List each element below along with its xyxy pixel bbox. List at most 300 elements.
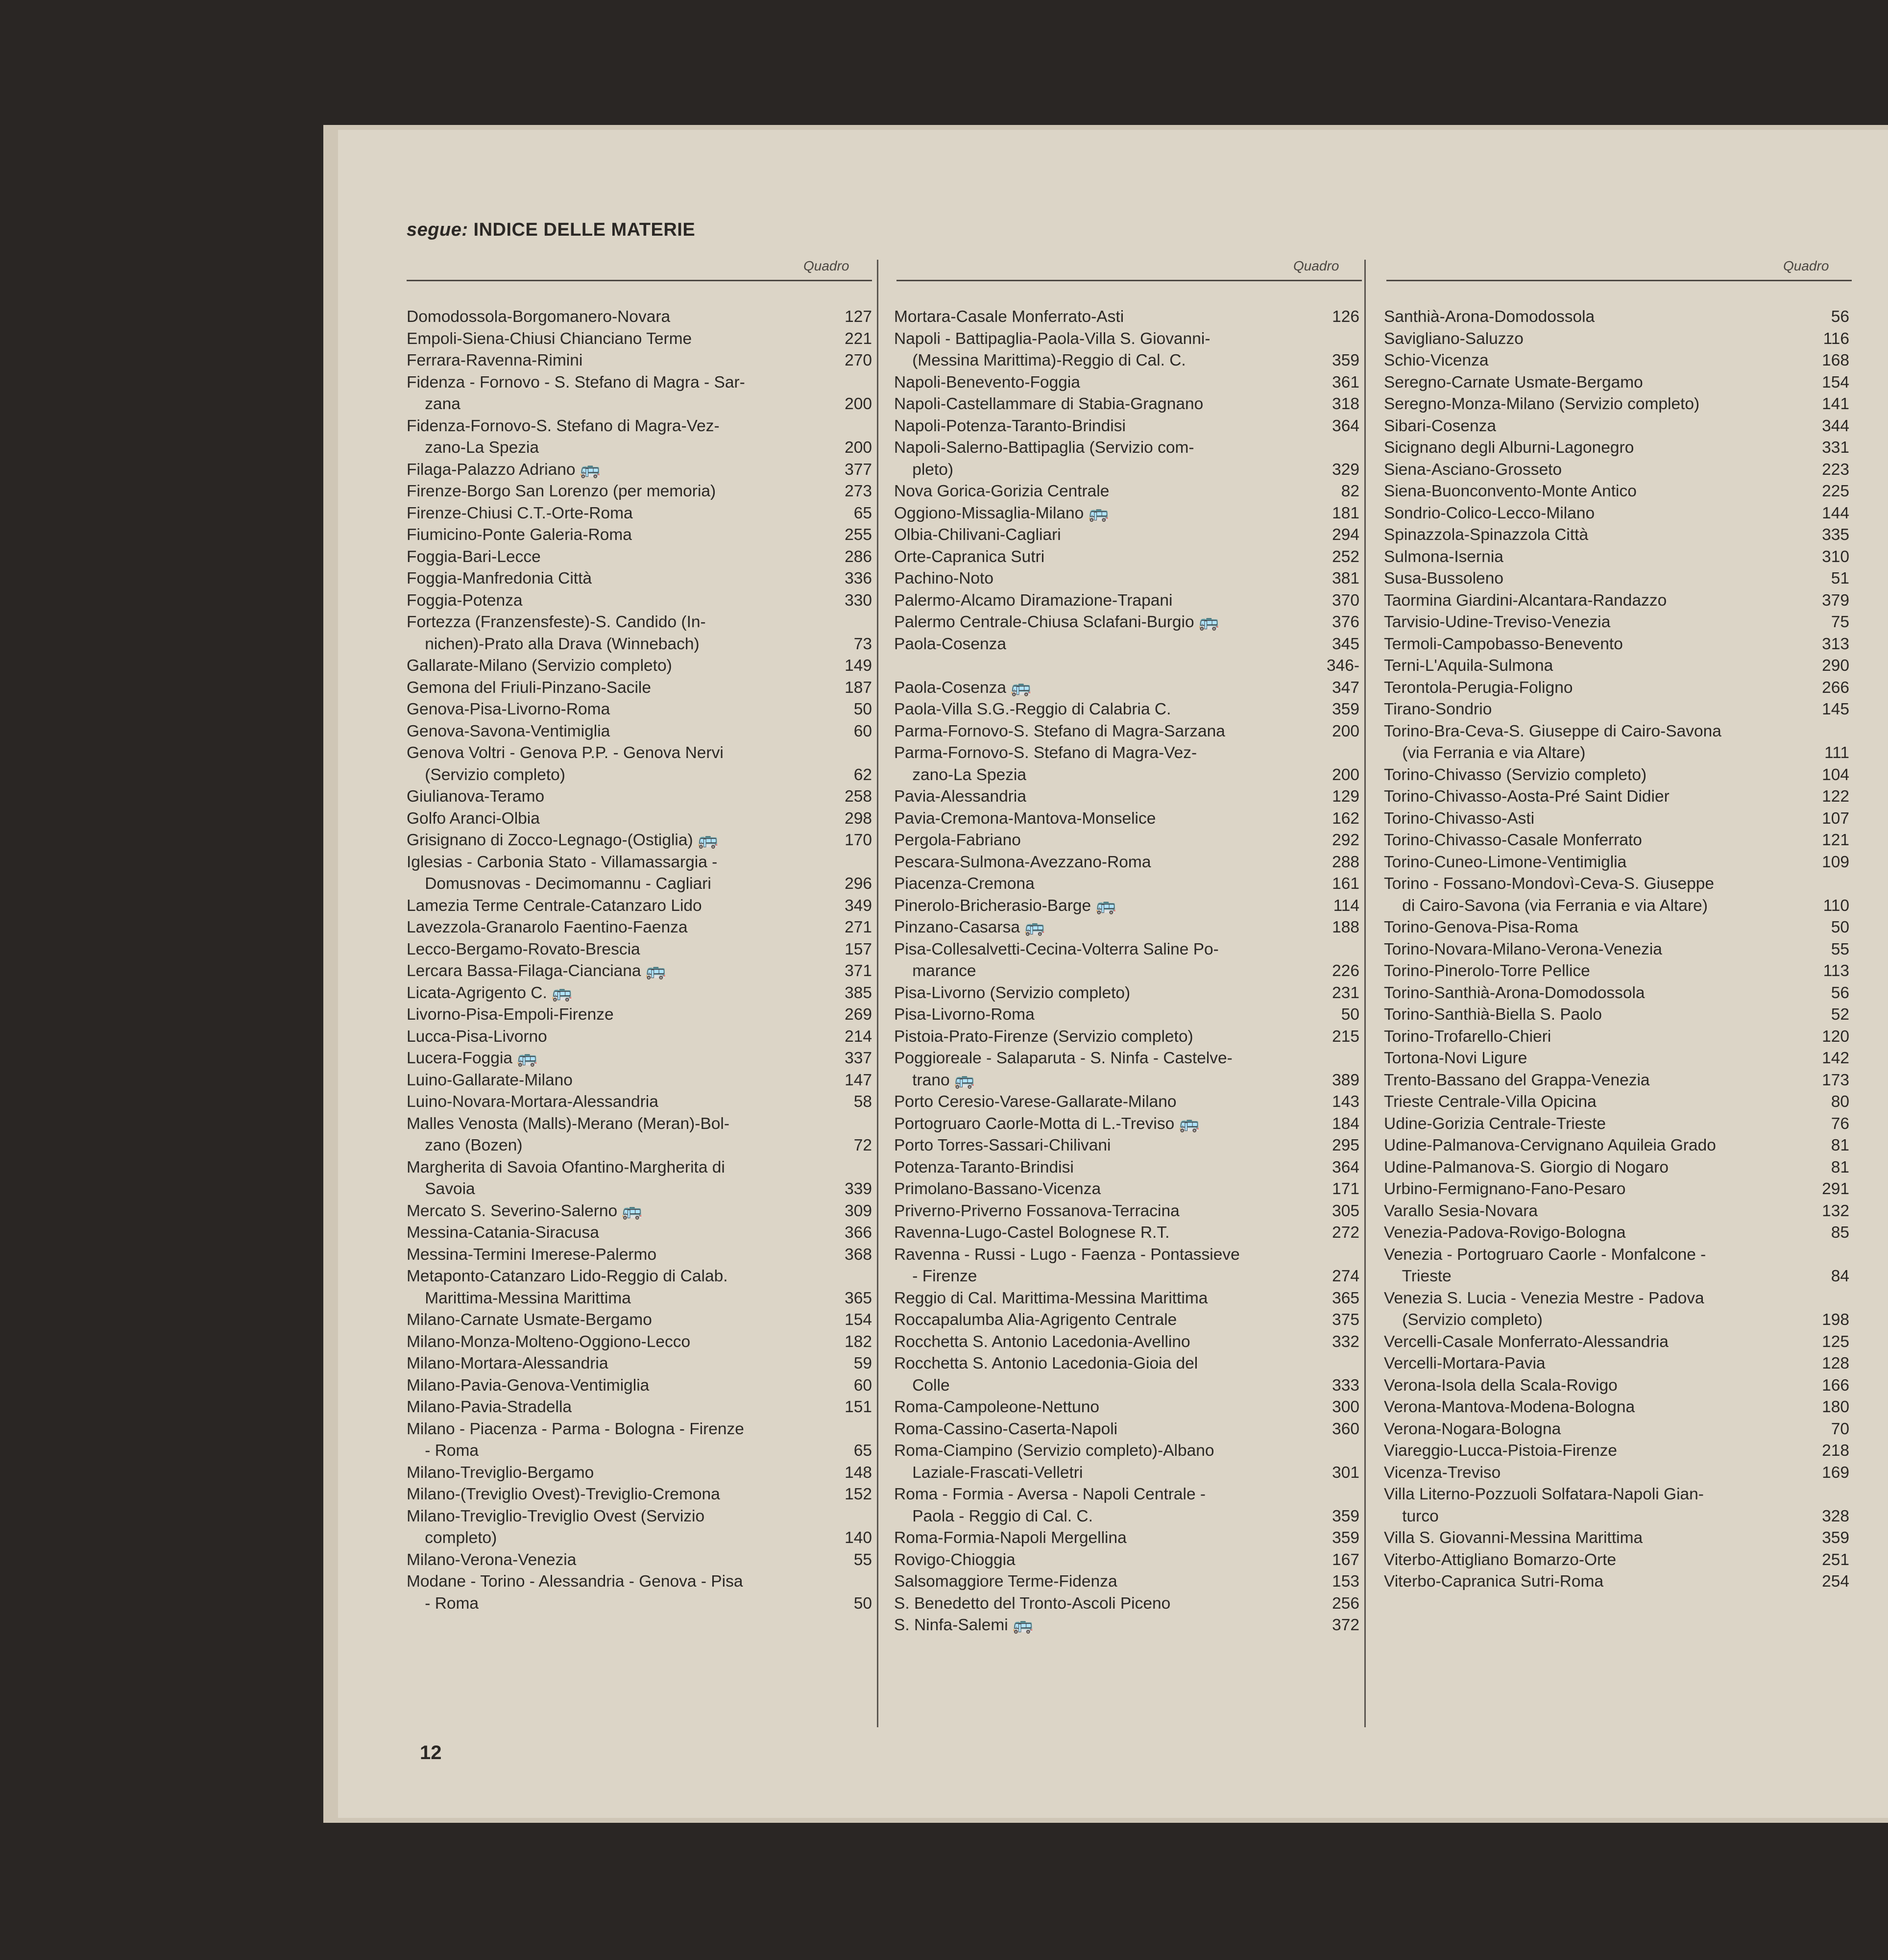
index-entry — [894, 1200, 1359, 1223]
entry-text: Torino-Chivasso-Aosta-Pré Saint Didier — [1384, 787, 1670, 806]
entry-text: Napoli-Benevento-Foggia — [894, 373, 1080, 392]
entry-quadro: 128 — [1822, 1354, 1849, 1372]
index-column-2 — [894, 306, 1359, 1637]
index-entry — [1384, 960, 1849, 982]
index-entry — [1384, 1157, 1849, 1179]
entry-quadro: 107 — [1822, 809, 1849, 828]
entry-text: Roma-Formia-Napoli Mergellina — [894, 1529, 1127, 1547]
index-entry — [1384, 1135, 1849, 1157]
index-entry — [894, 721, 1359, 743]
entry-quadro: 298 — [845, 809, 872, 828]
index-entry — [894, 1484, 1359, 1506]
index-entry — [1384, 1419, 1849, 1441]
entry-text: Domodossola-Borgomanero-Novara — [407, 308, 671, 326]
entry-text: Torino-Novara-Milano-Verona-Venezia — [1384, 940, 1662, 958]
index-entry — [407, 852, 872, 874]
entry-quadro: 270 — [845, 351, 872, 369]
entry-quadro: 339 — [845, 1180, 872, 1198]
entry-quadro: 256 — [1332, 1594, 1359, 1613]
entry-text: Seregno-Carnate Usmate-Bergamo — [1384, 373, 1643, 392]
index-entry — [894, 873, 1359, 895]
index-entry — [1384, 852, 1849, 874]
entry-text: Milano-Monza-Molteno-Oggiono-Lecco — [407, 1332, 691, 1351]
index-entry — [1384, 1571, 1849, 1593]
entry-text: Viareggio-Lucca-Pistoia-Firenze — [1384, 1442, 1618, 1460]
entry-quadro: 359 — [1332, 351, 1359, 369]
index-entry — [894, 764, 1359, 786]
entry-quadro: 252 — [1332, 547, 1359, 566]
index-entry — [1384, 939, 1849, 961]
index-entry — [894, 1353, 1359, 1375]
entry-text: Siena-Asciano-Grosseto — [1384, 460, 1562, 479]
page-number: 12 — [420, 1742, 442, 1764]
entry-text: Lamezia Terme Centrale-Catanzaro Lido — [407, 896, 702, 915]
entry-quadro: 144 — [1822, 504, 1849, 522]
index-entry — [407, 1462, 872, 1484]
header-title: INDICE DELLE MATERIE — [473, 220, 696, 240]
entry-quadro: 368 — [845, 1245, 872, 1264]
entry-quadro: 81 — [1831, 1158, 1849, 1176]
index-entry — [407, 960, 872, 982]
entry-text: Firenze-Chiusi C.T.-Orte-Roma — [407, 504, 633, 522]
entry-quadro: 365 — [845, 1289, 872, 1307]
index-entry — [1384, 721, 1849, 743]
entry-quadro: 335 — [1822, 526, 1849, 544]
index-entry — [894, 655, 1359, 699]
index-entry — [1384, 1004, 1849, 1026]
entry-text: Gallarate-Milano (Servizio completo) — [407, 657, 672, 675]
quadro-label-1: Quadro — [803, 258, 849, 273]
index-entry — [1384, 546, 1849, 568]
entry-quadro: 50 — [1341, 1005, 1359, 1024]
entry-text: Laziale-Frascati-Velletri — [894, 1463, 1083, 1482]
entry-text: Nova Gorica-Gorizia Centrale — [894, 482, 1110, 500]
entry-text: - Firenze — [894, 1267, 977, 1285]
entry-quadro: 110 — [1823, 896, 1849, 915]
entry-text: Margherita di Savoia Ofantino-Margherita di — [407, 1158, 725, 1176]
entry-quadro: 171 — [1332, 1180, 1359, 1198]
index-entry — [407, 1004, 872, 1026]
entry-text: Licata-Agrigento C. 🚌 — [407, 983, 572, 1002]
index-entry — [407, 939, 872, 961]
entry-text: (via Ferrania e via Altare) — [1384, 744, 1586, 762]
index-entry — [407, 612, 872, 634]
entry-quadro: 51 — [1831, 569, 1849, 588]
index-entry — [1384, 895, 1849, 917]
index-entry — [1384, 1396, 1849, 1419]
index-entry — [407, 437, 872, 459]
entry-quadro: 200 — [1332, 722, 1359, 740]
entry-text: Spinazzola-Spinazzola Città — [1384, 526, 1589, 544]
entry-text: Primolano-Bassano-Vicenza — [894, 1180, 1101, 1198]
index-entry — [407, 1048, 872, 1070]
entry-text: Pachino-Noto — [894, 569, 993, 588]
index-entry — [407, 1266, 872, 1288]
entry-text: Pescara-Sulmona-Avezzano-Roma — [894, 853, 1151, 871]
quadro-label-3: Quadro — [1783, 258, 1829, 273]
entry-quadro: 364 — [1332, 416, 1359, 435]
entry-quadro: 50 — [1831, 918, 1849, 936]
entry-text: Malles Venosta (Malls)-Merano (Meran)-Bol- — [407, 1114, 730, 1133]
index-entry — [407, 1091, 872, 1113]
entry-quadro: 223 — [1822, 460, 1849, 479]
index-entry — [894, 742, 1359, 764]
index-entry — [407, 328, 872, 350]
entry-quadro: 169 — [1822, 1463, 1849, 1482]
index-entry — [407, 1593, 872, 1615]
index-entry — [894, 1222, 1359, 1244]
entry-quadro: 170 — [845, 831, 872, 849]
column-rule-2 — [896, 280, 1362, 281]
index-entry — [1384, 612, 1849, 634]
entry-quadro: 81 — [1831, 1136, 1849, 1154]
entry-quadro: 309 — [845, 1201, 872, 1220]
entry-quadro: 376 — [1332, 613, 1359, 631]
index-entry — [407, 895, 872, 917]
entry-text: Villa S. Giovanni-Messina Marittima — [1384, 1529, 1643, 1547]
entry-text: Viterbo-Attigliano Bomarzo-Orte — [1384, 1550, 1617, 1569]
entry-quadro: 215 — [1332, 1027, 1359, 1046]
index-entry — [894, 393, 1359, 416]
entry-text: Venezia S. Lucia - Venezia Mestre - Padova — [1384, 1289, 1704, 1307]
entry-text: Savigliano-Saluzzo — [1384, 329, 1524, 348]
index-entry — [894, 1135, 1359, 1157]
entry-text: Udine-Palmanova-S. Giorgio di Nogaro — [1384, 1158, 1669, 1176]
index-entry — [407, 1113, 872, 1135]
entry-quadro: 116 — [1823, 329, 1849, 348]
entry-quadro: 180 — [1822, 1398, 1849, 1416]
index-entry — [894, 437, 1359, 459]
entry-text: Salsomaggiore Terme-Fidenza — [894, 1572, 1117, 1591]
entry-quadro: 73 — [853, 635, 872, 653]
entry-quadro: 50 — [853, 700, 872, 718]
index-entry — [1384, 1506, 1849, 1528]
index-entry — [1384, 1462, 1849, 1484]
index-entry — [1384, 1070, 1849, 1092]
entry-text: Napoli - Battipaglia-Paola-Villa S. Giovanni- — [894, 329, 1210, 348]
entry-quadro: 154 — [845, 1311, 872, 1329]
entry-text: Foggia-Potenza — [407, 591, 523, 610]
entry-text: Oggiono-Missaglia-Milano 🚌 — [894, 504, 1109, 522]
entry-text: Filaga-Palazzo Adriano 🚌 — [407, 460, 601, 479]
entry-text: Milano-Carnate Usmate-Bergamo — [407, 1311, 652, 1329]
index-entry — [1384, 481, 1849, 503]
entry-text: Napoli-Potenza-Taranto-Brindisi — [894, 416, 1126, 435]
entry-text: zana — [407, 395, 460, 413]
index-entry — [894, 524, 1359, 546]
entry-quadro: 214 — [845, 1027, 872, 1046]
entry-text: Messina-Catania-Siracusa — [407, 1224, 599, 1242]
index-entry — [407, 677, 872, 699]
index-entry — [407, 416, 872, 438]
index-entry — [1384, 1353, 1849, 1375]
index-entry — [894, 1571, 1359, 1593]
index-entry — [894, 786, 1359, 808]
entry-text: Paola - Reggio di Cal. C. — [894, 1507, 1093, 1525]
entry-quadro: 76 — [1831, 1114, 1849, 1133]
entry-quadro: 359 — [1332, 700, 1359, 718]
entry-text: Trieste Centrale-Villa Opicina — [1384, 1093, 1597, 1111]
index-entry — [894, 1331, 1359, 1353]
entry-text: pleto) — [894, 460, 954, 479]
entry-text: Susa-Bussoleno — [1384, 569, 1503, 588]
entry-text: Gemona del Friuli-Pinzano-Sacile — [407, 678, 651, 697]
entry-text: Udine-Gorizia Centrale-Trieste — [1384, 1114, 1606, 1133]
index-entry — [894, 1375, 1359, 1397]
entry-quadro: 152 — [845, 1485, 872, 1503]
entry-text: S. Ninfa-Salemi 🚌 — [894, 1616, 1033, 1634]
entry-quadro: 375 — [1332, 1311, 1359, 1329]
index-entry — [407, 1200, 872, 1223]
entry-quadro: 153 — [1332, 1572, 1359, 1591]
index-entry — [407, 1331, 872, 1353]
index-entry — [1384, 655, 1849, 677]
entry-quadro: 359 — [1332, 1529, 1359, 1547]
entry-text: Reggio di Cal. Marittima-Messina Marittima — [894, 1289, 1208, 1307]
index-entry — [894, 1178, 1359, 1200]
entry-text: Fidenza-Fornovo-S. Stefano di Magra-Vez- — [407, 416, 720, 435]
entry-quadro: 344 — [1822, 416, 1849, 435]
entry-quadro: 345 — [1332, 635, 1359, 653]
index-entry — [894, 1048, 1359, 1070]
entry-text: Sondrio-Colico-Lecco-Milano — [1384, 504, 1595, 522]
entry-text: Verona-Nogara-Bologna — [1384, 1420, 1561, 1438]
entry-text: Torino-Santhià-Biella S. Paolo — [1384, 1005, 1602, 1024]
index-entry — [407, 546, 872, 568]
entry-quadro: 271 — [845, 918, 872, 936]
index-entry — [894, 1615, 1359, 1637]
entry-quadro: 148 — [845, 1463, 872, 1482]
entry-quadro: 365 — [1332, 1289, 1359, 1307]
entry-text: Rovigo-Chioggia — [894, 1550, 1016, 1569]
index-entry — [407, 1549, 872, 1571]
entry-quadro: 291 — [1822, 1180, 1849, 1198]
entry-text: Milano - Piacenza - Parma - Bologna - Firenze — [407, 1420, 744, 1438]
entry-quadro: 114 — [1333, 896, 1359, 915]
entry-quadro: 52 — [1831, 1005, 1849, 1024]
entry-text: Lecco-Bergamo-Rovato-Brescia — [407, 940, 640, 958]
index-entry — [407, 1244, 872, 1266]
entry-quadro: 56 — [1831, 308, 1849, 326]
index-entry — [1384, 350, 1849, 372]
entry-text: trano 🚌 — [894, 1071, 975, 1089]
entry-quadro: 301 — [1332, 1463, 1359, 1482]
entry-quadro: 274 — [1332, 1267, 1359, 1285]
index-entry — [1384, 1244, 1849, 1266]
entry-text: Roma-Campoleone-Nettuno — [894, 1398, 1099, 1416]
entry-text: Villa Literno-Pozzuoli Solfatara-Napoli Gian- — [1384, 1485, 1704, 1503]
entry-text: Viterbo-Capranica Sutri-Roma — [1384, 1572, 1604, 1591]
entry-quadro: 132 — [1822, 1201, 1849, 1220]
entry-text: Genova-Pisa-Livorno-Roma — [407, 700, 610, 718]
entry-quadro: 359 — [1332, 1507, 1359, 1525]
entry-text: (Messina Marittima)-Reggio di Cal. C. — [894, 351, 1186, 369]
index-entry — [894, 1157, 1359, 1179]
entry-text: Paola-Cosenza 🚌 — [894, 678, 1032, 697]
entry-text: Torino-Cuneo-Limone-Ventimiglia — [1384, 853, 1627, 871]
entry-quadro: 294 — [1332, 526, 1359, 544]
entry-text: Genova Voltri - Genova P.P. - Genova Nervi — [407, 744, 724, 762]
entry-text: Domusnovas - Decimomannu - Cagliari — [407, 875, 711, 893]
entry-text: zano (Bozen) — [407, 1136, 523, 1154]
index-entry — [894, 634, 1359, 656]
column-divider-2 — [1364, 260, 1366, 1727]
entry-quadro: 50 — [853, 1594, 872, 1613]
entry-quadro: 273 — [845, 482, 872, 500]
entry-text: Pisa-Livorno (Servizio completo) — [894, 983, 1131, 1002]
entry-text: Pavia-Cremona-Mantova-Monselice — [894, 809, 1156, 828]
index-entry — [1384, 1309, 1849, 1331]
entry-text: Sibari-Cosenza — [1384, 416, 1497, 435]
entry-text: Lercara Bassa-Filaga-Cianciana 🚌 — [407, 962, 666, 980]
index-entry — [1384, 1113, 1849, 1135]
index-entry — [407, 1484, 872, 1506]
index-entry — [1384, 1484, 1849, 1506]
quadro-label-2: Quadro — [1293, 258, 1339, 273]
entry-quadro: 337 — [845, 1049, 872, 1067]
entry-text: Seregno-Monza-Milano (Servizio completo) — [1384, 395, 1700, 413]
index-entry — [894, 1070, 1359, 1092]
entry-quadro: 173 — [1822, 1071, 1849, 1089]
entry-text: Messina-Termini Imerese-Palermo — [407, 1245, 657, 1264]
entry-quadro: 377 — [845, 460, 872, 479]
entry-quadro: 120 — [1822, 1027, 1849, 1046]
entry-text: Milano-Pavia-Stradella — [407, 1398, 572, 1416]
entry-text: Rocchetta S. Antonio Lacedonia-Avellino — [894, 1332, 1190, 1351]
index-entry — [407, 306, 872, 328]
entry-text: Priverno-Priverno Fossanova-Terracina — [894, 1201, 1180, 1220]
index-entry — [894, 982, 1359, 1004]
page-header — [407, 220, 695, 241]
entry-quadro: 255 — [845, 526, 872, 544]
entry-text: Ferrara-Ravenna-Rimini — [407, 351, 583, 369]
index-entry — [407, 1288, 872, 1310]
column-rule-3 — [1386, 280, 1852, 281]
entry-quadro: 200 — [1332, 765, 1359, 784]
index-entry — [407, 982, 872, 1004]
entry-quadro: 332 — [1332, 1332, 1359, 1351]
entry-quadro: 371 — [845, 962, 872, 980]
entry-quadro: 125 — [1822, 1332, 1849, 1351]
index-entry — [1384, 1375, 1849, 1397]
index-entry — [407, 372, 872, 394]
index-entry — [894, 1004, 1359, 1026]
index-entry — [894, 1506, 1359, 1528]
entry-quadro: 142 — [1822, 1049, 1849, 1067]
entry-quadro: 143 — [1332, 1093, 1359, 1111]
entry-quadro: 251 — [1822, 1550, 1849, 1569]
index-entry — [894, 503, 1359, 525]
entry-quadro: 122 — [1822, 787, 1849, 806]
entry-quadro: 364 — [1332, 1158, 1359, 1176]
entry-text: Mortara-Casale Monferrato-Asti — [894, 308, 1124, 326]
index-entry — [894, 917, 1359, 939]
entry-quadro: 129 — [1332, 787, 1359, 806]
entry-quadro: 389 — [1332, 1071, 1359, 1089]
entry-quadro: 59 — [853, 1354, 872, 1372]
entry-quadro: 361 — [1332, 373, 1359, 392]
entry-quadro: 360 — [1332, 1420, 1359, 1438]
entry-quadro: 310 — [1822, 547, 1849, 566]
index-entry — [407, 764, 872, 786]
index-entry — [894, 481, 1359, 503]
entry-text: Colle — [894, 1376, 950, 1395]
index-entry — [1384, 372, 1849, 394]
entry-quadro: 162 — [1332, 809, 1359, 828]
column-divider-1 — [877, 260, 878, 1727]
entry-text: Torino-Trofarello-Chieri — [1384, 1027, 1551, 1046]
entry-quadro: 149 — [845, 657, 872, 675]
index-entry — [407, 1419, 872, 1441]
entry-text: Torino-Pinerolo-Torre Pellice — [1384, 962, 1590, 980]
index-entry — [407, 1506, 872, 1528]
entry-text: Milano-Verona-Venezia — [407, 1550, 577, 1569]
entry-text: Verona-Mantova-Modena-Bologna — [1384, 1398, 1635, 1416]
index-entry — [407, 1396, 872, 1419]
entry-quadro: 200 — [845, 439, 872, 457]
entry-text: Luino-Novara-Mortara-Alessandria — [407, 1093, 658, 1111]
entry-text: Tirano-Sondrio — [1384, 700, 1492, 718]
entry-text: Torino - Fossano-Mondovì-Ceva-S. Giuseppe — [1384, 875, 1715, 893]
entry-text: Venezia - Portogruaro Caorle - Monfalcone - — [1384, 1245, 1706, 1264]
index-entry — [407, 524, 872, 546]
entry-quadro: 313 — [1822, 635, 1849, 653]
entry-quadro: 58 — [853, 1093, 872, 1111]
entry-quadro: 161 — [1332, 875, 1359, 893]
entry-text: Orte-Capranica Sutri — [894, 547, 1045, 566]
index-entry — [894, 1549, 1359, 1571]
entry-text: Fiumicino-Ponte Galeria-Roma — [407, 526, 632, 544]
entry-text: Foggia-Bari-Lecce — [407, 547, 541, 566]
index-entry — [894, 350, 1359, 372]
entry-text: Milano-Mortara-Alessandria — [407, 1354, 608, 1372]
index-entry — [1384, 917, 1849, 939]
entry-text: Pinzano-Casarsa 🚌 — [894, 918, 1045, 936]
entry-quadro: 60 — [853, 722, 872, 740]
entry-quadro: 80 — [1831, 1093, 1849, 1111]
entry-quadro: 372 — [1332, 1616, 1359, 1634]
column-rule-1 — [407, 280, 872, 281]
entry-text: Portogruaro Caorle-Motta di L.-Treviso 🚌 — [894, 1114, 1200, 1133]
entry-quadro: 379 — [1822, 591, 1849, 610]
entry-text: Pisa-Collesalvetti-Cecina-Volterra Saline Po- — [894, 940, 1219, 958]
entry-text: Rocchetta S. Antonio Lacedonia-Gioia del — [894, 1354, 1198, 1372]
entry-quadro: 147 — [845, 1071, 872, 1089]
entry-text: Livorno-Pisa-Empoli-Firenze — [407, 1005, 614, 1024]
index-entry — [1384, 393, 1849, 416]
index-entry — [1384, 437, 1849, 459]
index-entry — [894, 1244, 1359, 1266]
entry-text: Genova-Savona-Ventimiglia — [407, 722, 610, 740]
entry-text: Olbia-Chilivani-Cagliari — [894, 526, 1061, 544]
index-entry — [407, 481, 872, 503]
index-entry — [894, 852, 1359, 874]
entry-quadro: 366 — [845, 1224, 872, 1242]
entry-quadro: 200 — [845, 395, 872, 413]
index-page — [338, 130, 1888, 1818]
index-entry — [1384, 1178, 1849, 1200]
index-entry — [1384, 1527, 1849, 1549]
index-entry — [407, 1026, 872, 1048]
entry-quadro: 330 — [845, 591, 872, 610]
index-entry — [1384, 590, 1849, 612]
entry-quadro: 55 — [1831, 940, 1849, 958]
entry-text: S. Benedetto del Tronto-Ascoli Piceno — [894, 1594, 1171, 1613]
entry-text: Mercato S. Severino-Salerno 🚌 — [407, 1201, 643, 1220]
index-entry — [1384, 808, 1849, 830]
entry-text: Venezia-Padova-Rovigo-Bologna — [1384, 1224, 1626, 1242]
index-entry — [407, 1157, 872, 1179]
